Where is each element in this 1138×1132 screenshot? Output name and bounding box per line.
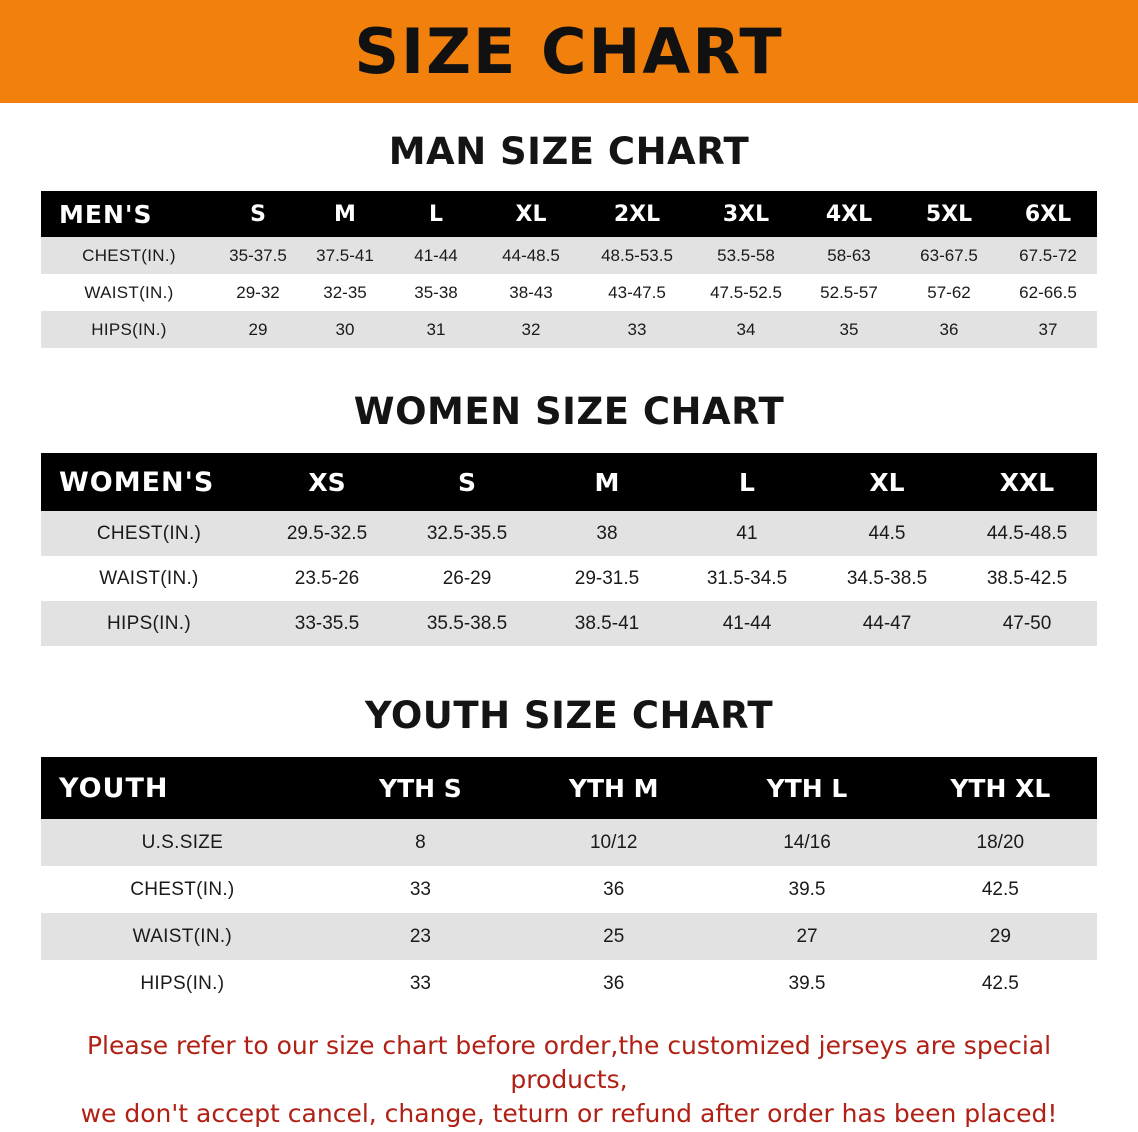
man-cell: 52.5-57: [799, 274, 899, 311]
women-header-cell: M: [537, 453, 677, 511]
man-cell: 29: [217, 311, 299, 348]
man-cell: 47.5-52.5: [693, 274, 799, 311]
youth-cell: 14/16: [710, 819, 903, 866]
table-row: [41, 311, 1097, 348]
youth-cell: 18/20: [904, 819, 1097, 866]
youth-cell: 29: [904, 913, 1097, 960]
women-cell: 44.5: [817, 511, 957, 556]
man-cell: 53.5-58: [693, 237, 799, 274]
man-header-cell: MEN'S: [41, 191, 217, 237]
youth-row-label: WAIST(IN.): [41, 913, 324, 960]
youth-header-cell: YOUTH: [41, 757, 324, 819]
women-cell: 23.5-26: [257, 556, 397, 601]
man-table-header-row: [41, 191, 1097, 237]
youth-size-table: [41, 757, 1097, 1007]
women-cell: 34.5-38.5: [817, 556, 957, 601]
table-row: [41, 819, 1097, 866]
policy-note-line1: Please refer to our size chart before order,the customized jerseys are special products,: [86, 1031, 1052, 1094]
women-cell: 29.5-32.5: [257, 511, 397, 556]
man-cell: 57-62: [899, 274, 999, 311]
man-row-label: WAIST(IN.): [41, 274, 217, 311]
man-cell: 35-37.5: [217, 237, 299, 274]
man-section-title: MAN SIZE CHART: [388, 130, 750, 173]
man-cell: 34: [693, 311, 799, 348]
youth-row-label: HIPS(IN.): [41, 960, 324, 1007]
table-row: [41, 866, 1097, 913]
women-row-label: WAIST(IN.): [41, 556, 257, 601]
women-cell: 41-44: [677, 601, 817, 646]
women-header-cell: XS: [257, 453, 397, 511]
women-header-cell: S: [397, 453, 537, 511]
man-cell: 36: [899, 311, 999, 348]
man-header-cell: 2XL: [581, 191, 693, 237]
table-row: [41, 556, 1097, 601]
man-cell: 38-43: [481, 274, 581, 311]
man-header-cell: M: [299, 191, 391, 237]
man-cell: 32-35: [299, 274, 391, 311]
man-header-cell: 5XL: [899, 191, 999, 237]
women-row-label: CHEST(IN.): [41, 511, 257, 556]
table-row: [41, 511, 1097, 556]
youth-header-cell: YTH XL: [904, 757, 1097, 819]
women-size-table: [41, 453, 1097, 646]
man-cell: 67.5-72: [999, 237, 1097, 274]
youth-cell: 23: [324, 913, 517, 960]
women-cell: 38: [537, 511, 677, 556]
youth-cell: 33: [324, 866, 517, 913]
man-cell: 58-63: [799, 237, 899, 274]
man-header-cell: S: [217, 191, 299, 237]
women-cell: 41: [677, 511, 817, 556]
women-cell: 29-31.5: [537, 556, 677, 601]
man-row-label: HIPS(IN.): [41, 311, 217, 348]
man-header-cell: XL: [481, 191, 581, 237]
women-header-cell: XXL: [957, 453, 1097, 511]
man-cell: 31: [391, 311, 481, 348]
women-header-cell: WOMEN'S: [41, 453, 257, 511]
table-row: [41, 913, 1097, 960]
table-row: [41, 601, 1097, 646]
youth-cell: 8: [324, 819, 517, 866]
women-cell: 44-47: [817, 601, 957, 646]
man-cell: 33: [581, 311, 693, 348]
youth-row-label: CHEST(IN.): [41, 866, 324, 913]
youth-cell: 42.5: [904, 866, 1097, 913]
man-cell: 29-32: [217, 274, 299, 311]
header-banner: [0, 0, 1138, 103]
man-cell: 48.5-53.5: [581, 237, 693, 274]
women-header-cell: L: [677, 453, 817, 511]
man-cell: 32: [481, 311, 581, 348]
man-table-wrapper: [41, 191, 1097, 348]
women-cell: 44.5-48.5: [957, 511, 1097, 556]
youth-cell: 42.5: [904, 960, 1097, 1007]
youth-cell: 10/12: [517, 819, 710, 866]
women-cell: 38.5-42.5: [957, 556, 1097, 601]
man-cell: 62-66.5: [999, 274, 1097, 311]
page-title: SIZE CHART: [354, 14, 784, 88]
women-cell: 47-50: [957, 601, 1097, 646]
man-header-cell: 3XL: [693, 191, 799, 237]
man-size-table: [41, 191, 1097, 348]
man-cell: 37: [999, 311, 1097, 348]
youth-cell: 36: [517, 866, 710, 913]
man-cell: 41-44: [391, 237, 481, 274]
youth-cell: 39.5: [710, 960, 903, 1007]
table-row: [41, 237, 1097, 274]
youth-cell: 27: [710, 913, 903, 960]
youth-row-label: U.S.SIZE: [41, 819, 324, 866]
man-header-cell: 4XL: [799, 191, 899, 237]
man-cell: 44-48.5: [481, 237, 581, 274]
women-table-wrapper: [41, 453, 1097, 646]
youth-header-cell: YTH L: [710, 757, 903, 819]
man-cell: 30: [299, 311, 391, 348]
man-cell: 63-67.5: [899, 237, 999, 274]
man-cell: 35-38: [391, 274, 481, 311]
youth-header-cell: YTH S: [324, 757, 517, 819]
youth-header-cell: YTH M: [517, 757, 710, 819]
table-row: [41, 274, 1097, 311]
women-cell: 33-35.5: [257, 601, 397, 646]
youth-table-header-row: [41, 757, 1097, 819]
women-header-cell: XL: [817, 453, 957, 511]
man-row-label: CHEST(IN.): [41, 237, 217, 274]
youth-cell: 36: [517, 960, 710, 1007]
youth-cell: 33: [324, 960, 517, 1007]
women-cell: 35.5-38.5: [397, 601, 537, 646]
women-table-header-row: [41, 453, 1097, 511]
man-header-cell: L: [391, 191, 481, 237]
youth-cell: 39.5: [710, 866, 903, 913]
women-cell: 38.5-41: [537, 601, 677, 646]
man-cell: 37.5-41: [299, 237, 391, 274]
man-cell: 35: [799, 311, 899, 348]
women-section-title: WOMEN SIZE CHART: [353, 390, 785, 433]
women-cell: 32.5-35.5: [397, 511, 537, 556]
women-cell: 31.5-34.5: [677, 556, 817, 601]
policy-note-line2: we don't accept cancel, change, teturn or refund after order has been placed!: [80, 1098, 1058, 1128]
youth-table-wrapper: [41, 757, 1097, 1007]
policy-note: [40, 1029, 1098, 1130]
man-header-cell: 6XL: [999, 191, 1097, 237]
youth-section-title: YOUTH SIZE CHART: [364, 694, 774, 737]
youth-cell: 25: [517, 913, 710, 960]
table-row: [41, 960, 1097, 1007]
women-cell: 26-29: [397, 556, 537, 601]
women-row-label: HIPS(IN.): [41, 601, 257, 646]
man-cell: 43-47.5: [581, 274, 693, 311]
